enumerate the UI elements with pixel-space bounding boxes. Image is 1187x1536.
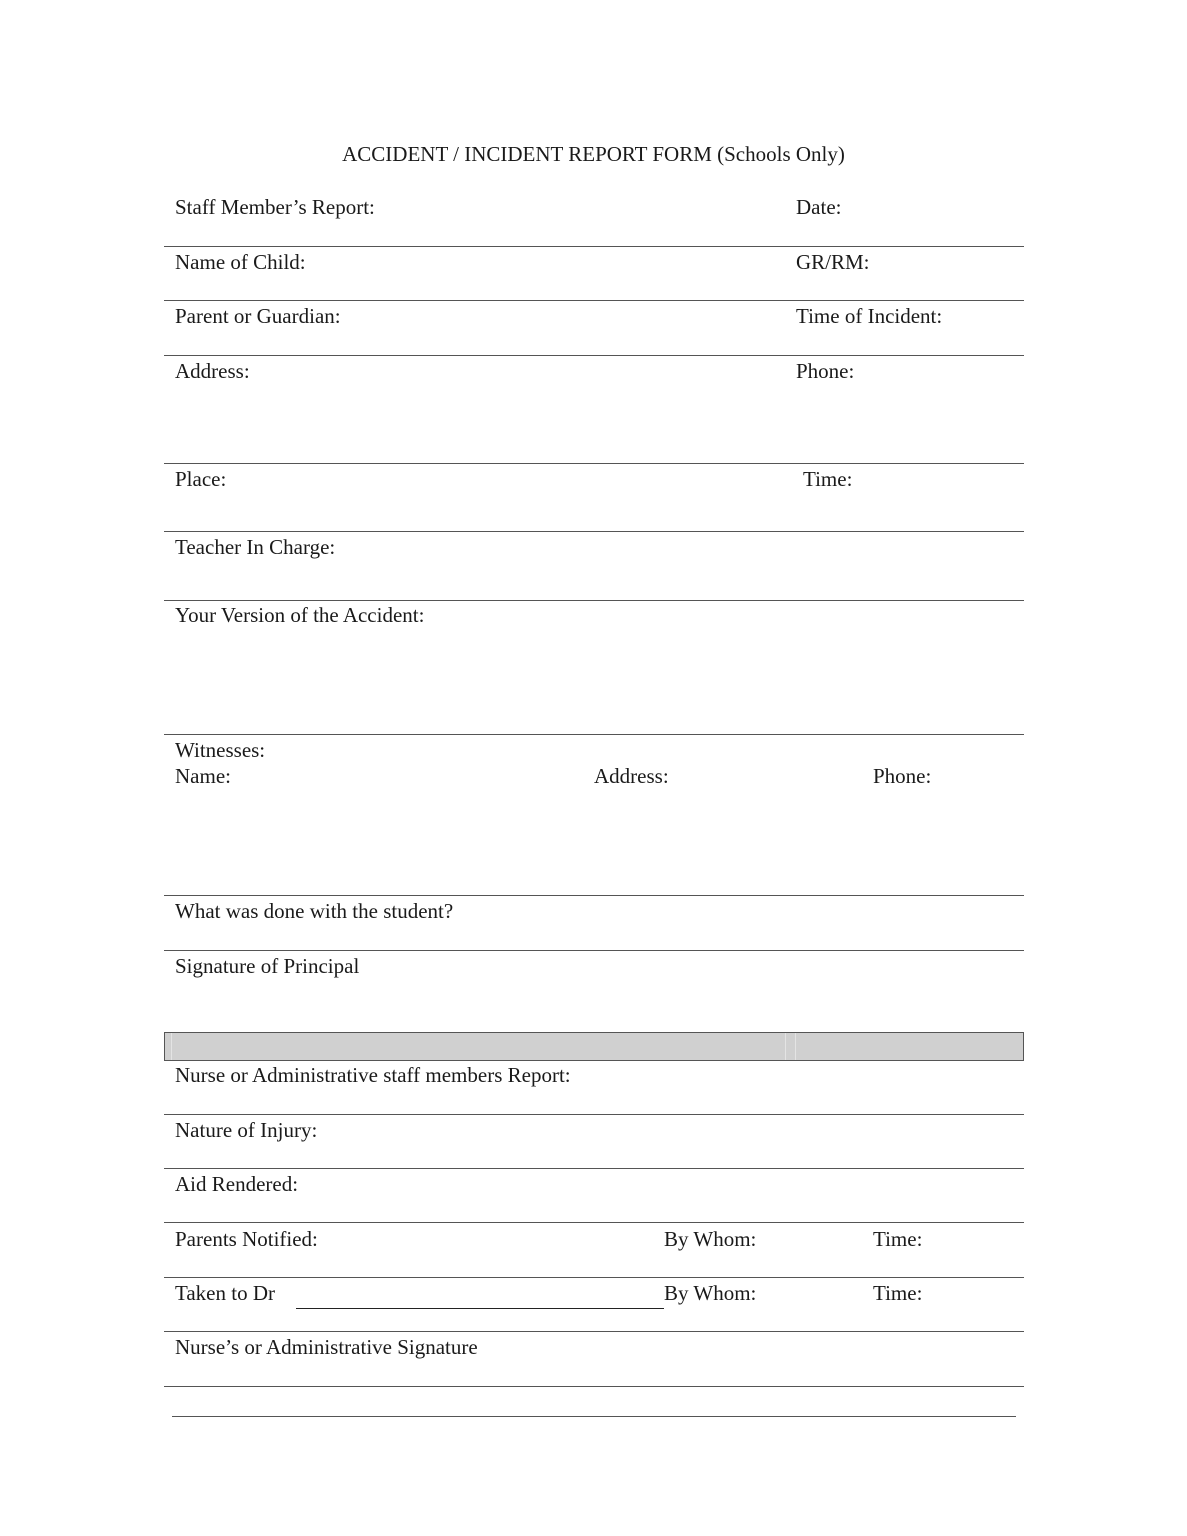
- divider: [164, 1168, 1024, 1169]
- divider: [164, 600, 1024, 601]
- by-whom-label: By Whom:: [664, 1281, 757, 1305]
- done-with-student-label: What was done with the student?: [175, 899, 454, 923]
- staff-report-label: Staff Member’s Report:: [175, 195, 375, 219]
- nature-of-injury-label: Nature of Injury:: [175, 1118, 318, 1142]
- witness-address-label: Address:: [594, 764, 669, 788]
- nurse-signature-label: Nurse’s or Administrative Signature: [175, 1335, 478, 1359]
- gr-rm-label: GR/RM:: [796, 250, 870, 274]
- divider: [164, 463, 1024, 464]
- child-name-label: Name of Child:: [175, 250, 306, 274]
- divider: [164, 531, 1024, 532]
- divider: [164, 950, 1024, 951]
- address-label: Address:: [175, 359, 250, 383]
- divider: [164, 895, 1024, 896]
- parent-guardian-label: Parent or Guardian:: [175, 304, 341, 328]
- section-separator-band: [164, 1032, 1024, 1061]
- witness-phone-label: Phone:: [873, 764, 932, 788]
- teacher-in-charge-label: Teacher In Charge:: [175, 535, 336, 559]
- parents-notified-label: Parents Notified:: [175, 1227, 318, 1251]
- time-label: Time:: [803, 467, 853, 491]
- aid-rendered-label: Aid Rendered:: [175, 1172, 299, 1196]
- nurse-report-label: Nurse or Administrative staff members Report:: [175, 1063, 571, 1087]
- doctor-time-label: Time:: [873, 1281, 923, 1305]
- taken-to-dr-label: Taken to Dr: [175, 1281, 275, 1305]
- accident-version-label: Your Version of the Accident:: [175, 603, 425, 627]
- divider: [164, 1386, 1024, 1387]
- band-divider: [785, 1033, 786, 1060]
- divider: [164, 300, 1024, 301]
- divider: [164, 246, 1024, 247]
- place-label: Place:: [175, 467, 227, 491]
- principal-signature-label: Signature of Principal: [175, 954, 360, 978]
- divider: [164, 734, 1024, 735]
- band-divider: [171, 1033, 172, 1060]
- divider: [164, 355, 1024, 356]
- divider: [164, 1277, 1024, 1278]
- divider: [164, 1114, 1024, 1115]
- divider: [164, 1331, 1024, 1332]
- witness-name-label: Name:: [175, 764, 231, 788]
- divider: [164, 1222, 1024, 1223]
- doctor-name-blank: [296, 1308, 664, 1309]
- phone-label: Phone:: [796, 359, 855, 383]
- witnesses-label: Witnesses:: [175, 738, 266, 762]
- footer-divider: [172, 1416, 1016, 1417]
- notified-time-label: Time:: [873, 1227, 923, 1251]
- by-whom-label: By Whom:: [664, 1227, 757, 1251]
- band-divider: [795, 1033, 796, 1060]
- date-label: Date:: [796, 195, 842, 219]
- form-title: ACCIDENT / INCIDENT REPORT FORM (Schools Only): [342, 142, 845, 166]
- time-of-incident-label: Time of Incident:: [796, 304, 943, 328]
